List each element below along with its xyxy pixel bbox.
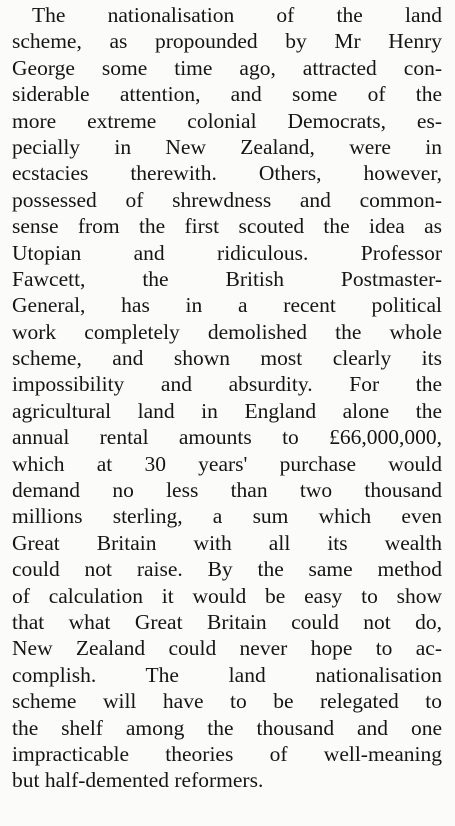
article-line: New Zealand could never hope to ac- <box>12 636 442 661</box>
article-line: but half-demented reformers. <box>12 768 264 793</box>
article-line: scheme will have to be relegated to <box>12 689 442 714</box>
article-line: millions sterling, a sum which even <box>12 504 442 529</box>
article-line: work completely demolished the whole <box>12 319 442 344</box>
article-line: annual rental amounts to £66,000,000, <box>12 425 442 450</box>
article-line: Utopian and ridiculous. Professor <box>12 240 442 265</box>
article-paragraph <box>12 2 442 794</box>
article-line: complish. The land nationalisation <box>12 662 442 687</box>
article-line: of calculation it would be easy to show <box>12 583 442 608</box>
article-line: agricultural land in England alone the <box>12 398 442 423</box>
article-line: which at 30 years' purchase would <box>12 451 442 476</box>
article-line: more extreme colonial Democrats, es- <box>12 108 442 133</box>
article-line: demand no less than two thousand <box>12 478 442 503</box>
article-line: impracticable theories of well-meaning <box>12 741 442 766</box>
article-line: could not raise. By the same method <box>12 557 442 582</box>
article-line: the shelf among the thousand and one <box>12 715 442 740</box>
article-line: scheme, as propounded by Mr Henry <box>12 29 442 54</box>
article-line: that what Great Britain could not do, <box>12 609 442 634</box>
article-line: George some time ago, attracted con- <box>12 55 442 80</box>
article-line: Fawcett, the British Postmaster- <box>12 266 442 291</box>
article-line: possessed of shrewdness and common- <box>12 187 442 212</box>
article-line: The nationalisation of the land <box>32 3 442 27</box>
article-line: siderable attention, and some of the <box>12 82 442 107</box>
article-line: pecially in New Zealand, were in <box>12 134 442 159</box>
article-line: impossibility and absurdity. For the <box>12 372 442 397</box>
article-line: General, has in a recent political <box>12 293 442 318</box>
article-line: ecstacies therewith. Others, however, <box>12 161 442 186</box>
article-line: sense from the first scouted the idea as <box>12 214 442 239</box>
article-line: Great Britain with all its wealth <box>12 530 442 555</box>
article-line: scheme, and shown most clearly its <box>12 346 442 371</box>
